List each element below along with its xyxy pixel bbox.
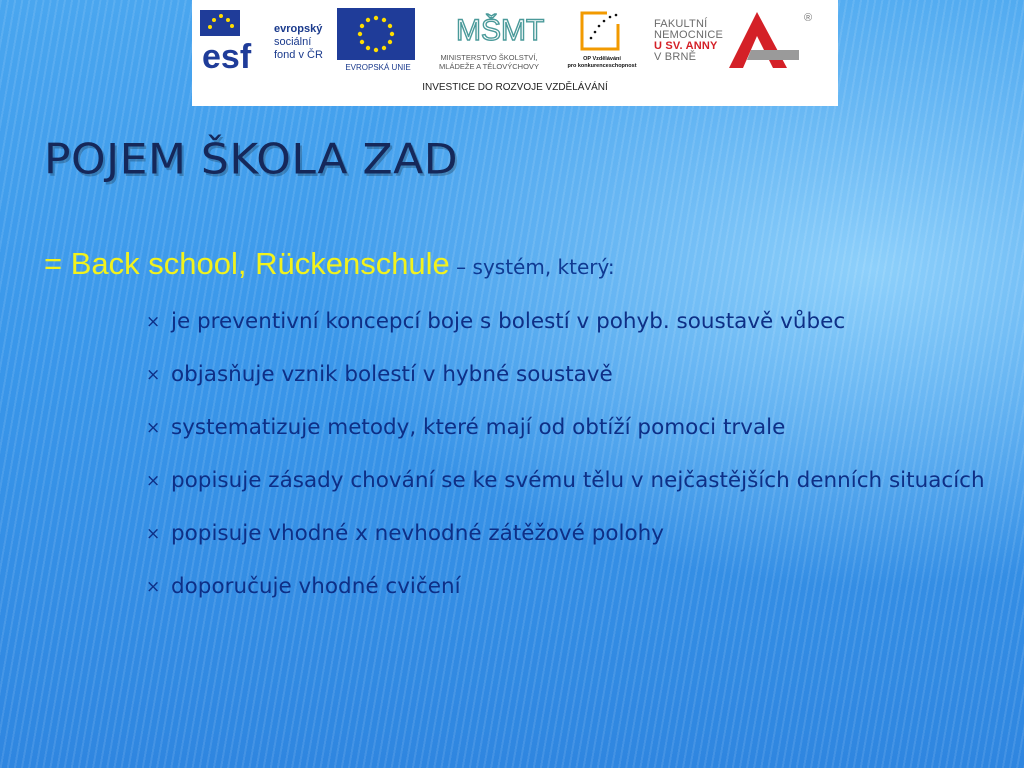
bullet-x-icon: × [146, 365, 161, 385]
hospital-text [654, 19, 723, 63]
esf-line-3: fond v ČR [274, 49, 323, 61]
slide-title: POJEM ŠKOLA ZAD [44, 135, 459, 184]
lead-line [44, 246, 615, 282]
msmt-logo [454, 6, 545, 48]
esf-line-2: sociální [274, 36, 312, 48]
hospital-line-2: NEMOCNICE [654, 29, 724, 41]
esf-line-1: evropský [274, 23, 323, 35]
esf-text [274, 23, 323, 62]
op-logo [577, 8, 623, 54]
op-line-1: OP Vzdělávání [583, 56, 621, 62]
list-item [146, 571, 1006, 603]
msmt-line-1: MINISTERSTVO ŠKOLSTVÍ, [440, 53, 538, 62]
op-line-2: pro konkurenceschopnost [567, 63, 637, 69]
msmt-label [422, 53, 556, 71]
bullet-x-icon: × [146, 418, 161, 438]
msmt-mark-text: MŠMT [456, 14, 545, 47]
bullet-text: doporučuje vhodné cvičení [171, 574, 461, 599]
bullet-text: popisuje zásady chování se ke svému tělu v nejčastějších denních situacích [171, 468, 985, 493]
esf-logo [200, 8, 264, 76]
lead-equals: = [44, 246, 71, 281]
logo-bar [192, 0, 838, 106]
lead-highlight: Back school, Rückenschule [70, 246, 450, 281]
bullet-x-icon: × [146, 577, 161, 597]
list-item [146, 518, 1006, 550]
hospital-line-3: U SV. ANNY [654, 40, 718, 52]
lead-rest: – systém, který: [449, 255, 615, 279]
bullet-x-icon: × [146, 471, 161, 491]
logo-footer-text: INVESTICE DO ROZVOJE VZDĚLÁVÁNÍ [422, 82, 608, 93]
eu-flag-logo [337, 8, 415, 60]
registered-mark: ® [804, 12, 813, 24]
list-item [146, 412, 1006, 444]
op-label [558, 56, 646, 70]
msmt-line-2: MLÁDEŽE A TĚLOVÝCHOVY [439, 62, 539, 71]
hospital-line-4: V BRNĚ [654, 51, 697, 63]
bullet-text: popisuje vhodné x nevhodné zátěžové polohy [171, 521, 664, 546]
bullet-list [146, 306, 1006, 624]
list-item [146, 465, 1006, 497]
eu-label: EVROPSKÁ UNIE [345, 63, 411, 72]
list-item [146, 359, 1006, 391]
esf-wordmark: esf [202, 38, 252, 76]
bullet-x-icon: × [146, 524, 161, 544]
bullet-text: objasňuje vznik bolestí v hybné soustavě [171, 362, 613, 387]
bullet-text: je preventivní koncepcí boje s bolestí v pohyb. soustavě vůbec [171, 309, 846, 334]
bullet-text: systematizuje metody, které mají od obtíží pomoci trvale [171, 415, 786, 440]
hospital-logo-mark [725, 10, 803, 72]
list-item [146, 306, 1006, 338]
bullet-x-icon: × [146, 312, 161, 332]
hospital-line-1: FAKULTNÍ [654, 18, 708, 30]
